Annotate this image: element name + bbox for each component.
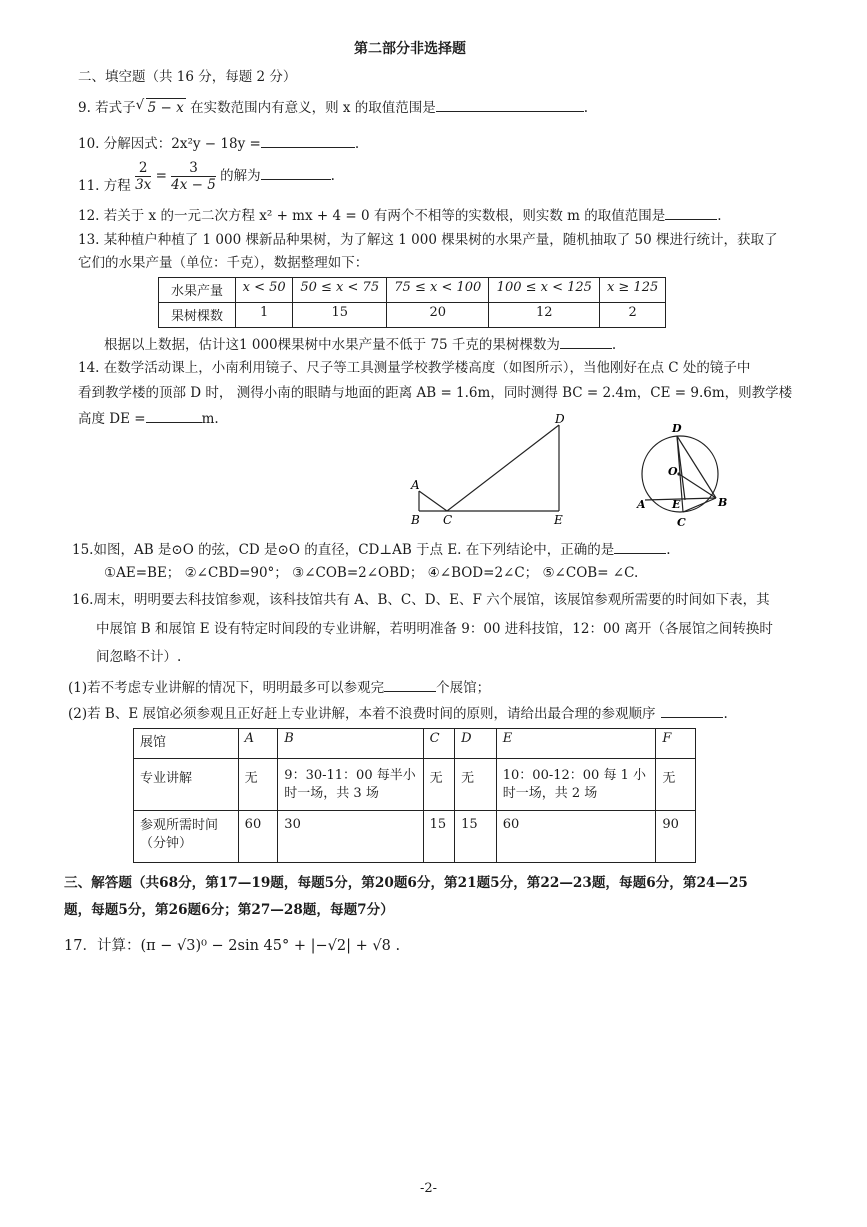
question-12: 12. 若关于 x 的一元二次方程 x² + mx + 4 = 0 有两个不相等的实数根，则实数 m 的取值范围是 . bbox=[78, 205, 722, 225]
table-cell: 60 bbox=[496, 811, 656, 863]
q13-conclusion: 根据以上数据，估计这1 000棵果树中水果产量不低于 75 千克的果树棵数为 . bbox=[104, 334, 616, 354]
question-13-line1: 13. 某种植户种植了 1 000 棵新品种果树，为了解这 1 000 棵果树的水果产量，随机抽取了 50 棵进行统计，获取了 bbox=[78, 232, 778, 248]
section3-heading-line2: 题，每题5分，第26题6分；第27—28题，每题7分） bbox=[64, 902, 394, 918]
table-cell: 无 bbox=[238, 759, 278, 811]
table-header: 展馆 bbox=[134, 729, 239, 759]
table-cell: 60 bbox=[238, 811, 278, 863]
table-cell: 75 ≤ x < 100 bbox=[387, 278, 489, 303]
table-row bbox=[134, 759, 696, 811]
q9-answer-blank[interactable] bbox=[436, 97, 584, 112]
question-14-line1: 14. 在数学活动课上，小南利用镜子、尺子等工具测量学校教学楼高度（如图所示），当他刚好在点 C 处的镜子中 bbox=[78, 360, 751, 376]
table-cell: 50 ≤ x < 75 bbox=[293, 278, 387, 303]
table-row bbox=[159, 278, 666, 303]
table-cell: 1 bbox=[236, 303, 293, 328]
question-13-line2: 它们的水果产量（单位：千克），数据整理如下： bbox=[78, 255, 369, 271]
fig-label-a: A bbox=[411, 478, 420, 492]
table-cell: 无 bbox=[423, 759, 455, 811]
table-cell: 10：00-12：00 每 1 小时一场，共 2 场 bbox=[496, 759, 656, 811]
table-cell: 无 bbox=[455, 759, 497, 811]
table-cell: x ≥ 125 bbox=[600, 278, 666, 303]
question-17: 17．计算：(π − √3)⁰ − 2sin 45° + |−√2| + √8 . bbox=[64, 938, 401, 954]
q11-answer-blank[interactable] bbox=[261, 165, 331, 180]
q15-options: ①AE=BE； ②∠CBD=90°； ③∠COB=2∠OBD； ④∠BOD=2∠C； ⑤∠COB= ∠C. bbox=[104, 565, 639, 581]
table-cell: 15 bbox=[423, 811, 455, 863]
question-10: 10. 分解因式：2x²y − 18y = . bbox=[78, 133, 359, 153]
q9-suffix: 在实数范围内有意义，则 x 的取值范围是 bbox=[190, 100, 436, 116]
question-9: 9. 若式子 √ 5 − x 在实数范围内有意义，则 x 的取值范围是 . bbox=[78, 97, 589, 116]
table-cell: 90 bbox=[656, 811, 696, 863]
table-header: B bbox=[278, 729, 423, 759]
table-header: A bbox=[238, 729, 278, 759]
q16-table bbox=[133, 728, 696, 863]
table-cell: 无 bbox=[656, 759, 696, 811]
question-15: 15.如图，AB 是⊙O 的弦，CD 是⊙O 的直径，CD⊥AB 于点 E. 在下列结论中，正确的是 . bbox=[72, 539, 671, 559]
question-16-line3: 间忽略不计）. bbox=[96, 649, 182, 665]
q9-prefix: 9. 若式子 bbox=[78, 100, 136, 116]
circle-label-e: E bbox=[672, 498, 681, 511]
q15-answer-blank[interactable] bbox=[614, 539, 666, 554]
q11-lhs-fraction: $\frac{2}{3x}$ bbox=[135, 160, 152, 193]
table-cell: x < 50 bbox=[236, 278, 293, 303]
question-11: 11. 方程 $\frac{2}{3x}$ = $\frac{3}{4x - 5}$ 的解为 . bbox=[78, 160, 335, 194]
table-row bbox=[134, 811, 696, 863]
part-title: 第二部分非选择题 bbox=[354, 41, 466, 57]
q13-table bbox=[158, 277, 666, 328]
table-header: D bbox=[455, 729, 497, 759]
q16-part1-blank[interactable] bbox=[384, 677, 436, 692]
q11-rhs-fraction: $\frac{3}{4x - 5}$ bbox=[171, 160, 216, 193]
circle-label-o: O bbox=[668, 465, 678, 478]
table-cell: 9：30-11：00 每半小时一场，共 3 场 bbox=[278, 759, 423, 811]
q14-answer-blank[interactable] bbox=[146, 408, 202, 423]
table-row bbox=[159, 303, 666, 328]
question-16-line1: 16.周末，明明要去科技馆参观，该科技馆共有 A、B、C、D、E、F 六个展馆，该展馆参观所需要的时间如下表，其 bbox=[72, 592, 770, 608]
q12-answer-blank[interactable] bbox=[665, 205, 717, 220]
table-cell: 15 bbox=[455, 811, 497, 863]
page-number: -2- bbox=[420, 1181, 438, 1196]
table-row bbox=[134, 729, 696, 759]
table-cell: 30 bbox=[278, 811, 423, 863]
q16-part1: (1)若不考虑专业讲解的情况下，明明最多可以参观完 个展馆； bbox=[68, 677, 490, 697]
q10-answer-blank[interactable] bbox=[261, 133, 355, 148]
q16-part2: (2)若 B、E 展馆必须参观且正好赶上专业讲解，本着不浪费时间的原则，请给出最合理的参观顺序 . bbox=[68, 703, 728, 723]
circle-label-a: A bbox=[637, 498, 646, 511]
section3-heading-line1: 三、解答题（共68分，第17—19题，每题5分，第20题6分，第21题5分，第22—23题，每题6分，第24—25 bbox=[64, 875, 748, 891]
circle-label-d: D bbox=[672, 422, 682, 435]
table-header: C bbox=[423, 729, 455, 759]
table-header: 果树棵数 bbox=[159, 303, 236, 328]
circle-label-b: B bbox=[718, 496, 728, 509]
table-header: 水果产量 bbox=[159, 278, 236, 303]
table-cell: 专业讲解 bbox=[134, 759, 239, 811]
fig-label-d: D bbox=[555, 412, 565, 426]
table-cell: 20 bbox=[387, 303, 489, 328]
table-cell: 100 ≤ x < 125 bbox=[489, 278, 600, 303]
q14-figure bbox=[405, 412, 585, 530]
q16-part2-blank[interactable] bbox=[661, 703, 723, 718]
table-cell: 2 bbox=[600, 303, 666, 328]
circle-label-c: C bbox=[677, 516, 686, 529]
table-cell: 15 bbox=[293, 303, 387, 328]
question-14-line3: 高度 DE = m. bbox=[78, 408, 219, 428]
fig-label-c: C bbox=[443, 513, 453, 527]
table-header: E bbox=[496, 729, 656, 759]
table-cell: 参观所需时间（分钟） bbox=[134, 811, 239, 863]
q13-answer-blank[interactable] bbox=[560, 334, 612, 349]
question-14-line2: 看到教学楼的顶部 D 时， 测得小南的眼睛与地面的距离 AB = 1.6m，同时测得 BC = 2.4m，CE = 9.6m，则教学楼 bbox=[78, 385, 793, 401]
question-16-line2: 中展馆 B 和展馆 E 设有特定时间段的专业讲解，若明明准备 9：00 进科技馆，12：00 离开（各展馆之间转换时 bbox=[96, 621, 773, 637]
fig-label-e: E bbox=[554, 513, 563, 527]
fig-label-b: B bbox=[411, 513, 420, 527]
q9-radical: √ 5 − x bbox=[135, 97, 184, 116]
table-cell: 12 bbox=[489, 303, 600, 328]
section2-heading: 二、填空题（共 16 分，每题 2 分） bbox=[78, 69, 297, 85]
table-header: F bbox=[656, 729, 696, 759]
q15-circle-figure bbox=[632, 418, 732, 530]
